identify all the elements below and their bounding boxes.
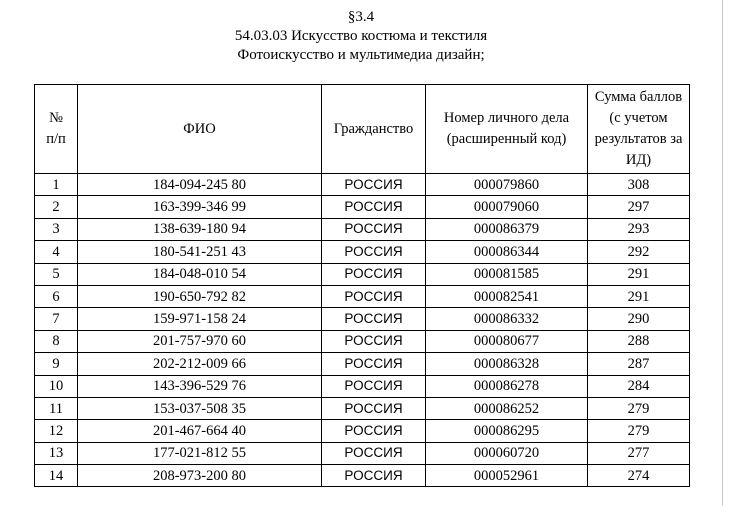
header-code-line: Номер личного дела: [443, 110, 570, 126]
cell-citizenship: РОССИЯ: [322, 375, 426, 397]
cell-code: 000079860: [426, 174, 588, 196]
cell-code: 000086332: [426, 308, 588, 330]
cell-citizenship: РОССИЯ: [322, 397, 426, 419]
cell-fio: 138-639-180 94: [78, 218, 322, 240]
cell-fio: 177-021-812 55: [78, 442, 322, 464]
cell-code: 000086344: [426, 241, 588, 263]
cell-citizenship: РОССИЯ: [322, 420, 426, 442]
cell-code: 000079060: [426, 196, 588, 218]
header-citizenship: Гражданство: [322, 85, 426, 174]
cell-fio: 153-037-508 35: [78, 397, 322, 419]
cell-score: 288: [588, 330, 690, 352]
header-score-line: ИД): [625, 152, 652, 168]
cell-code: 000086278: [426, 375, 588, 397]
cell-num: 2: [35, 196, 78, 218]
table-row: [35, 397, 690, 419]
table-row: [35, 420, 690, 442]
cell-fio: 159-971-158 24: [78, 308, 322, 330]
cell-fio: 163-399-346 99: [78, 196, 322, 218]
cell-code: 000080677: [426, 330, 588, 352]
document-header: [0, 8, 722, 65]
table-row: [35, 308, 690, 330]
cell-num: 1: [35, 174, 78, 196]
table-row: [35, 330, 690, 352]
cell-score: 279: [588, 397, 690, 419]
cell-citizenship: РОССИЯ: [322, 465, 426, 487]
cell-citizenship: РОССИЯ: [322, 241, 426, 263]
cell-score: 297: [588, 196, 690, 218]
table-row: [35, 241, 690, 263]
cell-score: 279: [588, 420, 690, 442]
cell-fio: 184-048-010 54: [78, 263, 322, 285]
cell-score: 287: [588, 353, 690, 375]
cell-fio: 201-757-970 60: [78, 330, 322, 352]
cell-code: 000052961: [426, 465, 588, 487]
cell-citizenship: РОССИЯ: [322, 308, 426, 330]
cell-fio: 208-973-200 80: [78, 465, 322, 487]
table-row: [35, 196, 690, 218]
cell-score: 274: [588, 465, 690, 487]
table-body: [35, 174, 690, 487]
header-num-line: №: [49, 110, 63, 126]
table-row: [35, 174, 690, 196]
table-row: [35, 442, 690, 464]
cell-num: 3: [35, 218, 78, 240]
cell-num: 9: [35, 353, 78, 375]
program-title: 54.03.03 Искусство костюма и текстиля: [234, 28, 488, 44]
table-row: [35, 353, 690, 375]
cell-num: 4: [35, 241, 78, 263]
cell-score: 291: [588, 285, 690, 307]
cell-score: 284: [588, 375, 690, 397]
cell-code: 000086328: [426, 353, 588, 375]
cell-score: 291: [588, 263, 690, 285]
cell-num: 6: [35, 285, 78, 307]
cell-num: 10: [35, 375, 78, 397]
page-edge: [722, 0, 723, 506]
cell-code: 000086252: [426, 397, 588, 419]
cell-code: 000086379: [426, 218, 588, 240]
cell-fio: 184-094-245 80: [78, 174, 322, 196]
cell-fio: 201-467-664 40: [78, 420, 322, 442]
cell-num: 14: [35, 465, 78, 487]
table-header-row: [35, 85, 690, 174]
cell-num: 5: [35, 263, 78, 285]
cell-num: 13: [35, 442, 78, 464]
cell-score: 292: [588, 241, 690, 263]
cell-score: 277: [588, 442, 690, 464]
cell-code: 000060720: [426, 442, 588, 464]
cell-num: 8: [35, 330, 78, 352]
cell-citizenship: РОССИЯ: [322, 442, 426, 464]
cell-score: 308: [588, 174, 690, 196]
table-row: [35, 375, 690, 397]
header-fio: ФИО: [78, 85, 322, 174]
cell-citizenship: РОССИЯ: [322, 285, 426, 307]
profile-title: Фотоискусство и мультимедиа дизайн;: [237, 47, 485, 63]
cell-num: 12: [35, 420, 78, 442]
cell-score: 290: [588, 308, 690, 330]
cell-citizenship: РОССИЯ: [322, 353, 426, 375]
cell-code: 000081585: [426, 263, 588, 285]
header-num-line: п/п: [46, 131, 66, 147]
cell-citizenship: РОССИЯ: [322, 174, 426, 196]
header-code: [426, 85, 588, 174]
header-score: [588, 85, 690, 174]
cell-fio: 190-650-792 82: [78, 285, 322, 307]
table-row: [35, 285, 690, 307]
cell-citizenship: РОССИЯ: [322, 330, 426, 352]
header-score-line: результатов за: [594, 131, 683, 147]
table-row: [35, 465, 690, 487]
section-number: §3.4: [347, 9, 375, 25]
header-code-line: (расширенный код): [446, 131, 567, 147]
cell-num: 7: [35, 308, 78, 330]
cell-score: 293: [588, 218, 690, 240]
table-row: [35, 218, 690, 240]
cell-code: 000082541: [426, 285, 588, 307]
cell-fio: 180-541-251 43: [78, 241, 322, 263]
cell-citizenship: РОССИЯ: [322, 218, 426, 240]
table-row: [35, 263, 690, 285]
cell-citizenship: РОССИЯ: [322, 263, 426, 285]
header-score-line: (с учетом: [609, 110, 668, 126]
cell-fio: 202-212-009 66: [78, 353, 322, 375]
applicants-table: [34, 84, 690, 487]
header-num: [35, 85, 78, 174]
header-score-line: Сумма баллов: [594, 89, 683, 105]
cell-fio: 143-396-529 76: [78, 375, 322, 397]
cell-citizenship: РОССИЯ: [322, 196, 426, 218]
cell-num: 11: [35, 397, 78, 419]
cell-code: 000086295: [426, 420, 588, 442]
